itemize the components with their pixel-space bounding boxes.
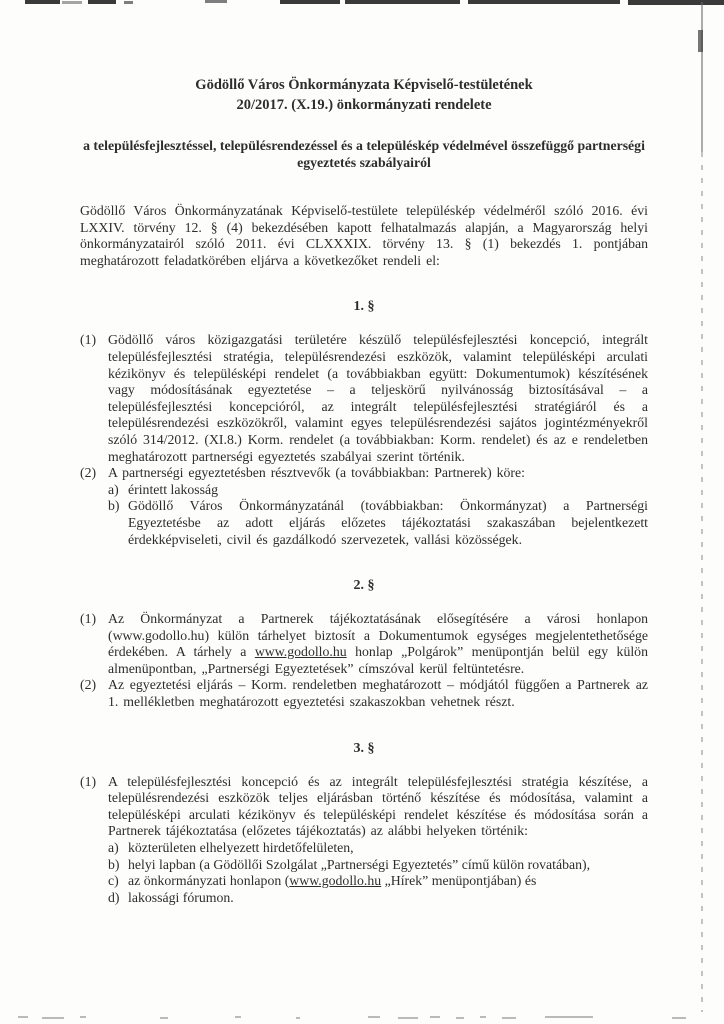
text-run: lakossági fórumon. xyxy=(128,889,234,905)
text-run: A településfejlesztési koncepció és az integrált településfejlesztési stratégia készítése, a településrendezési eszközök teljes eljárásban történő készítése és módosítása, valamint a településképi arculati kézikönyv és településképi rendelet készítése és módosítása során a Partnerek tájékoztatása (előzetes tájékoztatás) az alábbi helyeken történik: xyxy=(108,773,648,839)
lettered-subitem xyxy=(80,498,648,548)
text-run: Gödöllő város közigazgatási területére készülő településfejlesztési koncepció, integrált településfejlesztési stratégia, településrendezési eszközök, valamint településképi arculati kézikönyv és településképi rendelet (a továbbiakban együtt: Dokumentumok) készítésének vagy módosításának egyeztetése – a teljeskörű nyilvánosság biztosításával – a településfejlesztési koncepcióról, az integrált településfejlesztési stratégiáról és a településrendezési eszközökről, valamint egyes településrendezési sajátos jogintézményekről szóló 314/2012. (XI.8.) Korm. rendelet (a továbbiakban: Korm. rendelet) és az e rendeletben meghatározott partnerségi egyeztetés szabályai szerint történik. xyxy=(108,332,648,464)
document-title xyxy=(80,75,648,115)
lettered-subitem xyxy=(80,482,648,499)
paragraph-number: (1) xyxy=(80,773,97,789)
numbered-paragraph xyxy=(80,611,648,677)
text-run: A partnerségi egyeztetésben résztvevők (a továbbiakban: Partnerek) köre: xyxy=(108,465,525,481)
text-run: Az egyeztetési eljárás – Korm. rendeletben meghatározott – módjától függően a Partnerek az 1. mellékletben meghatározott egyeztetési szakaszokban vehetnek részt. xyxy=(108,677,648,710)
subitem-letter: a) xyxy=(108,840,119,856)
lettered-subitem xyxy=(80,873,648,890)
subitem-letter: b) xyxy=(108,856,120,872)
lettered-subitem xyxy=(80,857,648,874)
preamble-paragraph: Gödöllő Város Önkormányzatának Képviselő-testülete településkép védelméről szóló 2016. évi LXXIV. törvény 12. § (4) bekezdésében kapott felhatalmazás alapján, a Magyarország helyi önkormányzatairól szóló 2011. évi CLXXXIX. törvény 13. § (1) bekezdés 1. pontjában meghatározott feladatkörében eljárva a következőket rendeli el: xyxy=(80,203,648,268)
section-heading: 3. § xyxy=(353,740,375,756)
paragraph-number: (2) xyxy=(80,465,97,481)
text-run: közterületen elhelyezett hirdetőfelületen, xyxy=(128,840,354,856)
paragraph-number: (2) xyxy=(80,677,97,693)
text-run: helyi lapban (a Gödöllői Szolgálat „Partnerségi Egyeztetés” című külön rovatában), xyxy=(128,856,591,872)
subitem-letter: c) xyxy=(108,873,119,889)
numbered-paragraph xyxy=(80,465,648,482)
text-run: Gödöllő Város Önkormányzatánál (továbbiakban: Önkormányzat) a Partnerségi Egyeztetésbe az adott eljárás előzetes tájékoztatási szakaszában bejelentkezett érdekképviseleti, civil és gazdálkodó szervezetek, vallási közösségek. xyxy=(128,498,648,547)
section-heading: 2. § xyxy=(353,578,375,594)
text-run: az önkormányzati honlapon ( xyxy=(128,873,290,889)
lettered-subitem xyxy=(80,890,648,907)
document-title-line1: Gödöllő Város Önkormányzata Képviselő-testületének xyxy=(195,77,533,93)
paragraph-number: (1) xyxy=(80,611,97,627)
text-run: Az Önkormányzat a Partnerek tájékoztatásának elősegítésére a városi honlapon (www.godollo.hu) külön tárhelyet biztosít a Dokumentumok egységes megjelentethetősége érdekében. A tárhely a xyxy=(108,611,648,660)
sections-container xyxy=(80,299,648,906)
numbered-paragraph xyxy=(80,677,648,710)
document-subtitle: a településfejlesztéssel, településrendezéssel és a településkép védelmével összefüggő partnerségi egyeztetés szabályairól xyxy=(83,138,645,170)
url-text: www.godollo.hu xyxy=(289,873,382,889)
numbered-paragraph xyxy=(80,774,648,840)
section-heading: 1. § xyxy=(353,299,375,315)
text-run: „Hírek” menüpontjában) és xyxy=(381,873,537,889)
document-title-line2: 20/2017. (X.19.) önkormányzati rendelete xyxy=(236,97,492,113)
url-text: www.godollo.hu xyxy=(254,644,347,660)
paragraph-number: (1) xyxy=(80,332,97,348)
subitem-letter: d) xyxy=(108,889,120,905)
lettered-subitem xyxy=(80,840,648,857)
numbered-paragraph xyxy=(80,332,648,465)
subitem-letter: a) xyxy=(108,481,119,497)
text-run: érintett lakosság xyxy=(128,481,219,497)
subitem-letter: b) xyxy=(108,498,120,514)
document-content xyxy=(80,75,648,906)
text-run: honlap „Polgárok” menüpontján belül egy külön almenüpontban, „Partnerségi Egyeztetések” címszóval kerül feltüntetésre. xyxy=(108,644,648,676)
